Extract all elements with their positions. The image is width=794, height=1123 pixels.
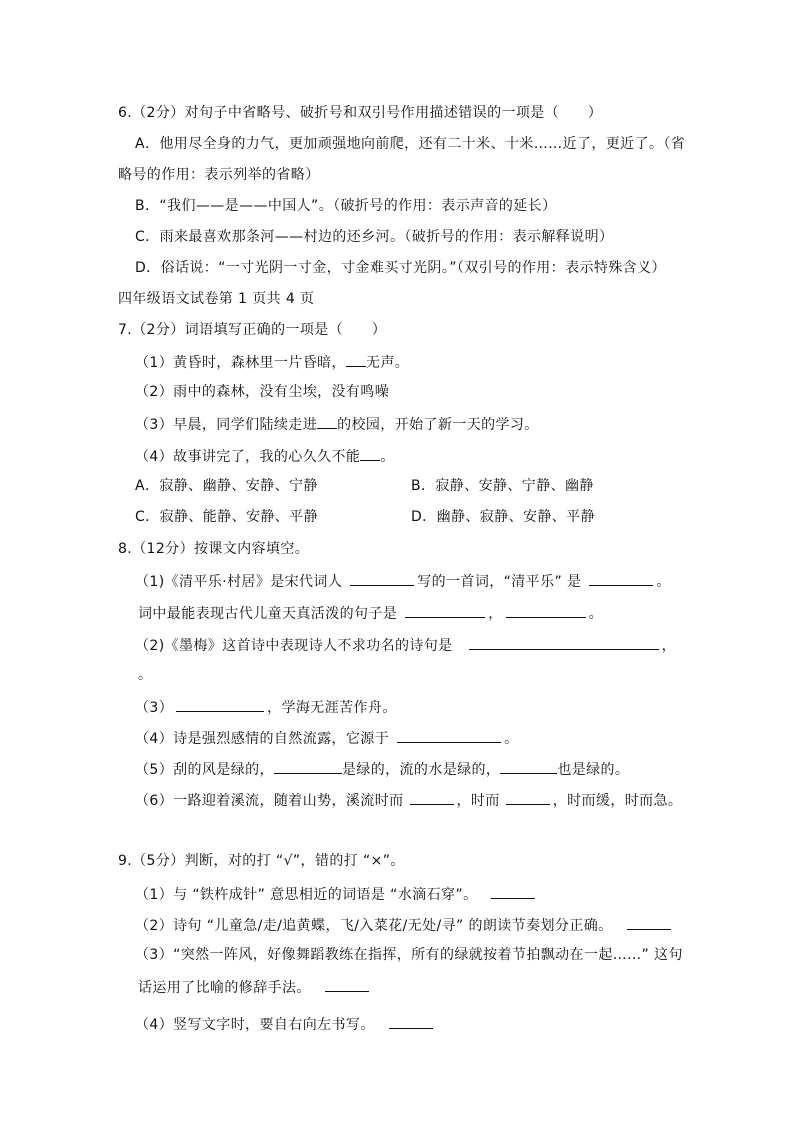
- text: （4）诗是强烈感情的自然流露，它源于: [135, 731, 390, 747]
- text: ，: [488, 606, 503, 622]
- option-c: C．寂静、能静、安静、平静: [135, 509, 318, 525]
- text: （1)《清平乐·村居》是宋代词人: [135, 574, 343, 590]
- text: 无声。: [365, 355, 410, 371]
- text: 的校园，开始了新一天的学习。: [337, 417, 539, 433]
- item-1-cont: [138, 603, 603, 623]
- option-d: D．幽静、寂静、安静、平静: [411, 509, 595, 525]
- option-a-cont: 略号的作用：表示列举的省略）: [118, 167, 320, 183]
- text: ，: [661, 638, 676, 654]
- option-a: A．寂静、幽静、安静、宁静: [135, 478, 318, 494]
- question-title: 6.（2分）对句子中省略号、破折号和双引号作用描述错误的一项是（ ）: [118, 105, 603, 121]
- item-2: [135, 635, 676, 655]
- sentence-3: [135, 414, 539, 434]
- sentence-4: [135, 446, 395, 466]
- item-3-cont: [138, 977, 372, 997]
- option-c: C．雨来最喜欢那条河——村边的还乡河。（破折号的作用：表示解释说明）: [135, 229, 614, 245]
- sentence-2: （2）雨中的森林，没有尘埃，没有鸣噪: [135, 384, 390, 400]
- text: 。: [380, 449, 395, 465]
- text: 话运用了比喻的修辞手法。: [138, 980, 311, 996]
- item-2: [135, 915, 674, 935]
- question-title: 9.（5分）判断，对的打 “√”，错的打 “×”。: [118, 853, 405, 869]
- text: ，时而缓，时而急。: [552, 793, 683, 809]
- text: （1）黄昏时，森林里一片昏暗，: [135, 355, 346, 371]
- text: 词中最能表现古代儿童天真活泼的句子是: [138, 606, 398, 622]
- blank[interactable]: [389, 1014, 433, 1029]
- text: （4）故事讲完了，我的心久久不能: [135, 449, 361, 465]
- item-4: [135, 728, 519, 748]
- blank[interactable]: [346, 352, 366, 367]
- blank[interactable]: [405, 603, 485, 618]
- blank[interactable]: [410, 790, 454, 805]
- text: （5）刮的风是绿的，: [135, 762, 274, 778]
- blank[interactable]: [500, 759, 557, 774]
- sentence-1: [135, 352, 409, 372]
- text: ，学海无涯苦作舟。: [267, 700, 397, 716]
- text: （1）与 “铁杵成针” 意思相近的词语是 “水滴石穿”。: [135, 887, 478, 903]
- text: （3）早晨，同学们陆续走进: [135, 417, 318, 433]
- item-2-cont: 。: [138, 667, 153, 683]
- text: 。: [588, 606, 604, 622]
- item-3: （3）“突然一阵风，好像舞蹈教练在指挥，所有的绿就按着节拍飘动在一起……” 这句: [135, 947, 683, 963]
- text: 也是绿的。: [557, 762, 630, 778]
- blank[interactable]: [506, 790, 550, 805]
- item-6: [135, 790, 682, 810]
- item-3: [135, 697, 397, 717]
- text: （3）: [135, 700, 174, 716]
- blank[interactable]: [176, 697, 264, 712]
- blank[interactable]: [589, 571, 653, 586]
- blank[interactable]: [491, 884, 535, 899]
- text: 。: [656, 574, 671, 590]
- item-5: [135, 759, 629, 779]
- text: ，时而: [456, 793, 500, 809]
- blank[interactable]: [506, 603, 586, 618]
- option-a: A．他用尽全身的力气，更加顽强地向前爬，还有二十米、十米……近了，更近了。（省: [135, 136, 686, 152]
- text: 。: [504, 731, 519, 747]
- blank[interactable]: [627, 915, 671, 930]
- blank[interactable]: [350, 571, 414, 586]
- blank[interactable]: [469, 635, 659, 650]
- item-4: [135, 1014, 436, 1034]
- option-d: D．俗话说：“一寸光阴一寸金，寸金难买寸光阴。”（双引号的作用：表示特殊含义）: [135, 260, 666, 276]
- item-1: [135, 571, 671, 591]
- text: （2)《墨梅》这首诗中表现诗人不求功名的诗句是: [135, 638, 453, 654]
- item-1: [135, 884, 538, 904]
- blank[interactable]: [397, 728, 501, 743]
- option-b: B．寂静、安静、宁静、幽静: [411, 478, 594, 494]
- text: （2）诗句 “儿童急/走/追黄蝶，飞/入菜花/无处/寻” 的朗读节奏划分正确。: [135, 918, 613, 934]
- text: 写的一首词，“清平乐” 是: [417, 574, 582, 590]
- blank[interactable]: [360, 446, 380, 461]
- blank[interactable]: [325, 977, 369, 992]
- blank[interactable]: [317, 414, 337, 429]
- option-b: B．“我们——是——中国人”。（破折号的作用：表示声音的延长）: [135, 198, 557, 214]
- question-title: 7.（2分）词语填写正确的一项是（ ）: [118, 322, 387, 338]
- page-footer: 四年级语文试卷第 1 页共 4 页: [118, 291, 315, 307]
- text: （6）一路迎着溪流，随着山势，溪流时而: [135, 793, 404, 809]
- question-title: 8.（12分）按课文内容填空。: [118, 541, 310, 557]
- blank[interactable]: [274, 759, 342, 774]
- text: （4）竖写文字时，要自右向左书写。: [135, 1017, 375, 1033]
- text: 是绿的，流的水是绿的，: [341, 762, 501, 778]
